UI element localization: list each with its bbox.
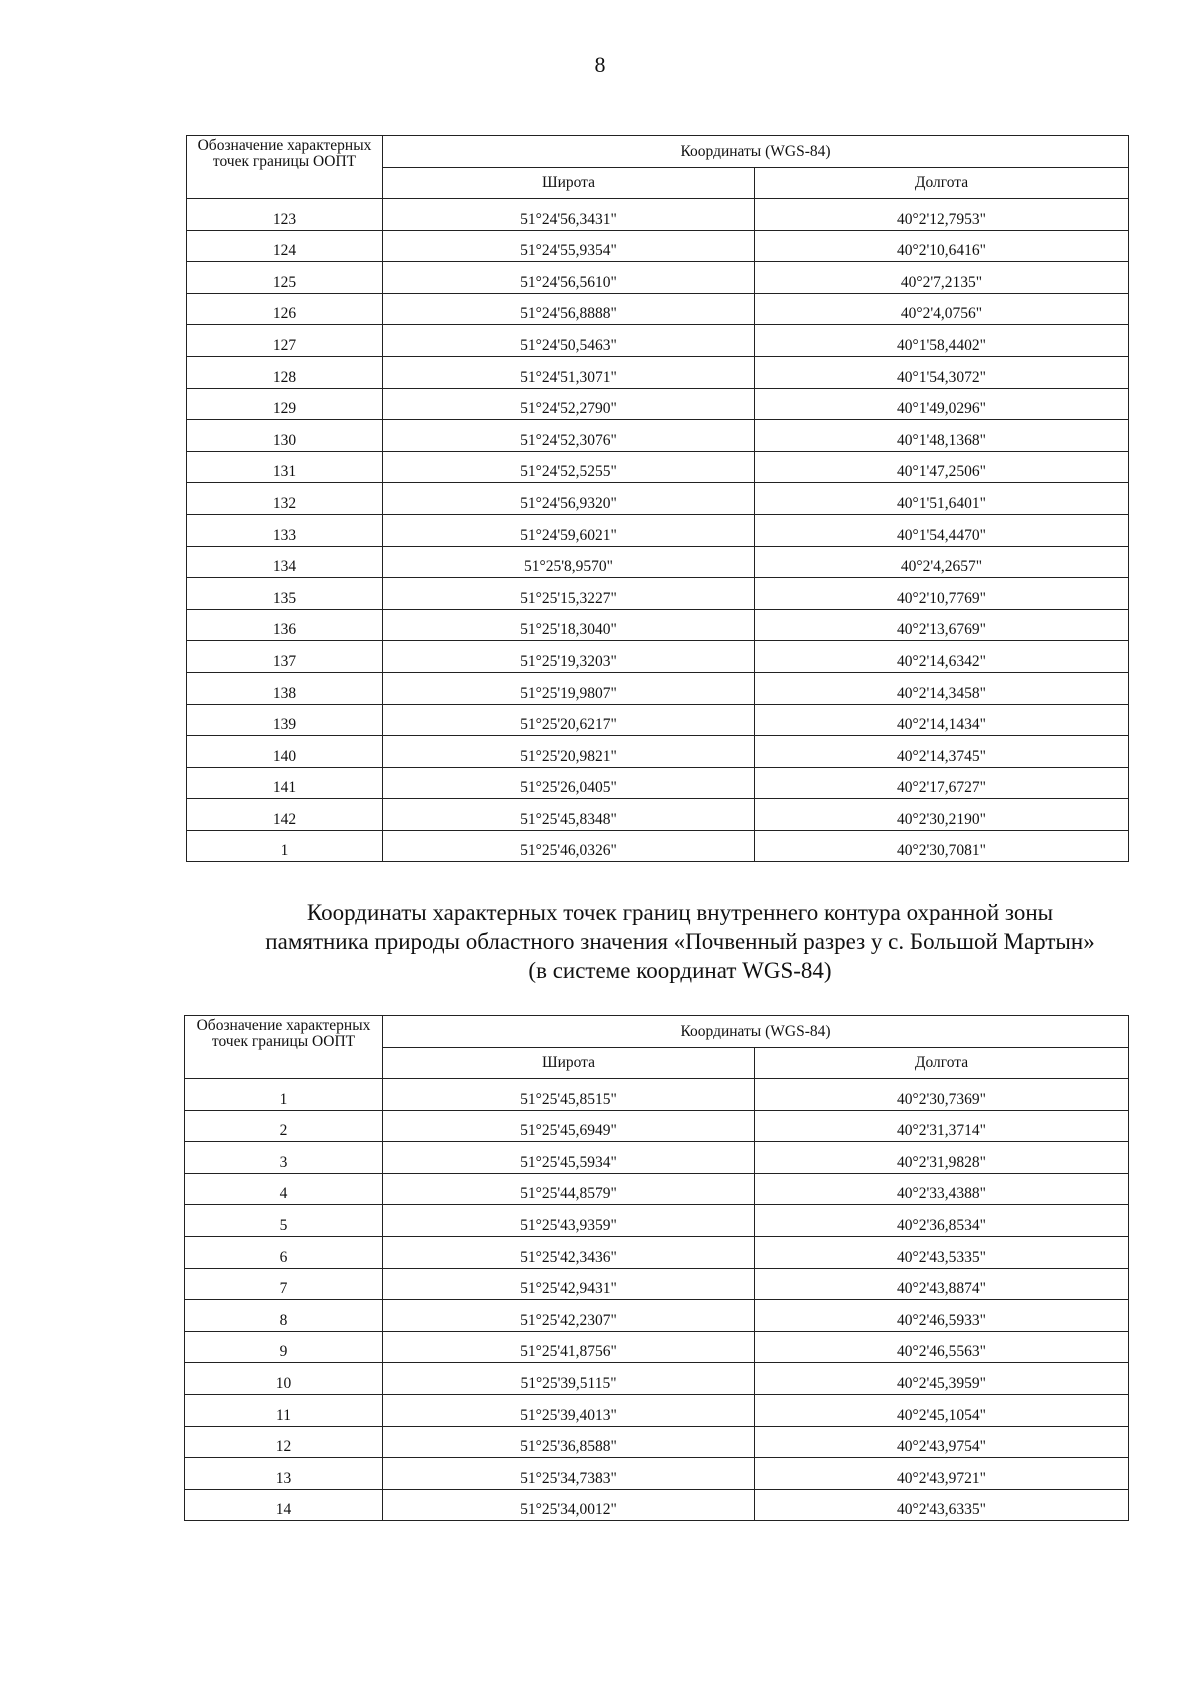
point-cell: 2 <box>185 1110 383 1142</box>
table-body <box>187 199 1129 862</box>
latitude-column-header: Широта <box>383 168 755 199</box>
point-cell: 141 <box>187 767 383 799</box>
longitude-cell: 40°1'51,6401" <box>755 483 1129 515</box>
longitude-cell: 40°2'31,9828" <box>755 1142 1129 1174</box>
longitude-column-header: Долгота <box>755 168 1129 199</box>
point-cell: 5 <box>185 1205 383 1237</box>
latitude-cell: 51°24'56,5610" <box>383 262 755 294</box>
coordinates-group-header: Координаты (WGS-84) <box>383 136 1129 168</box>
section-title-line: (в системе координат WGS-84) <box>528 958 832 983</box>
point-cell: 140 <box>187 736 383 768</box>
point-cell: 1 <box>187 830 383 862</box>
point-cell: 126 <box>187 293 383 325</box>
table-row <box>187 293 1129 325</box>
point-cell: 9 <box>185 1331 383 1363</box>
table-row <box>185 1489 1129 1521</box>
table-row <box>187 609 1129 641</box>
longitude-cell: 40°1'47,2506" <box>755 451 1129 483</box>
longitude-cell: 40°2'43,9754" <box>755 1426 1129 1458</box>
longitude-cell: 40°2'4,0756" <box>755 293 1129 325</box>
longitude-cell: 40°2'13,6769" <box>755 609 1129 641</box>
latitude-cell: 51°24'50,5463" <box>383 325 755 357</box>
latitude-cell: 51°25'15,3227" <box>383 578 755 610</box>
point-cell: 128 <box>187 356 383 388</box>
point-cell: 134 <box>187 546 383 578</box>
longitude-cell: 40°2'14,1434" <box>755 704 1129 736</box>
longitude-cell: 40°2'33,4388" <box>755 1173 1129 1205</box>
point-cell: 125 <box>187 262 383 294</box>
point-cell: 11 <box>185 1394 383 1426</box>
table-row <box>187 578 1129 610</box>
coordinates-group-header: Координаты (WGS-84) <box>383 1016 1129 1048</box>
longitude-cell: 40°2'4,2657" <box>755 546 1129 578</box>
point-cell: 124 <box>187 230 383 262</box>
longitude-cell: 40°2'46,5933" <box>755 1300 1129 1332</box>
longitude-cell: 40°2'12,7953" <box>755 199 1129 231</box>
longitude-cell: 40°1'54,3072" <box>755 356 1129 388</box>
point-cell: 3 <box>185 1142 383 1174</box>
coordinates-table-inner <box>184 1015 1129 1521</box>
longitude-cell: 40°2'43,8874" <box>755 1268 1129 1300</box>
latitude-cell: 51°25'20,9821" <box>383 736 755 768</box>
table-row <box>185 1458 1129 1490</box>
latitude-cell: 51°25'34,7383" <box>383 1458 755 1490</box>
table-row <box>185 1236 1129 1268</box>
longitude-cell: 40°1'54,4470" <box>755 514 1129 546</box>
latitude-cell: 51°25'39,5115" <box>383 1363 755 1395</box>
point-cell: 133 <box>187 514 383 546</box>
point-cell: 130 <box>187 420 383 452</box>
table-row <box>187 230 1129 262</box>
table-row <box>187 388 1129 420</box>
point-cell: 1 <box>185 1079 383 1111</box>
longitude-cell: 40°2'17,6727" <box>755 767 1129 799</box>
section-title-line: Координаты характерных точек границ внутреннего контура охранной зоны <box>306 900 1054 925</box>
latitude-cell: 51°25'34,0012" <box>383 1489 755 1521</box>
longitude-cell: 40°2'43,5335" <box>755 1236 1129 1268</box>
point-cell: 142 <box>187 799 383 831</box>
table-row <box>185 1426 1129 1458</box>
point-cell: 132 <box>187 483 383 515</box>
latitude-cell: 51°24'52,3076" <box>383 420 755 452</box>
point-cell: 14 <box>185 1489 383 1521</box>
latitude-cell: 51°25'19,9807" <box>383 672 755 704</box>
latitude-cell: 51°24'51,3071" <box>383 356 755 388</box>
point-cell: 7 <box>185 1268 383 1300</box>
longitude-cell: 40°2'14,3458" <box>755 672 1129 704</box>
latitude-cell: 51°24'55,9354" <box>383 230 755 262</box>
section-title-line: памятника природы областного значения «Почвенный разрез у с. Большой Мартын» <box>265 929 1095 954</box>
longitude-cell: 40°2'46,5563" <box>755 1331 1129 1363</box>
longitude-cell: 40°2'10,7769" <box>755 578 1129 610</box>
longitude-cell: 40°1'58,4402" <box>755 325 1129 357</box>
latitude-cell: 51°25'18,3040" <box>383 609 755 641</box>
point-cell: 123 <box>187 199 383 231</box>
latitude-cell: 51°25'43,9359" <box>383 1205 755 1237</box>
longitude-cell: 40°2'43,6335" <box>755 1489 1129 1521</box>
longitude-cell: 40°2'14,6342" <box>755 641 1129 673</box>
point-cell: 8 <box>185 1300 383 1332</box>
longitude-cell: 40°2'14,3745" <box>755 736 1129 768</box>
latitude-cell: 51°25'20,6217" <box>383 704 755 736</box>
table-row <box>187 799 1129 831</box>
point-cell: 4 <box>185 1173 383 1205</box>
latitude-cell: 51°25'26,0405" <box>383 767 755 799</box>
point-cell: 129 <box>187 388 383 420</box>
point-cell: 135 <box>187 578 383 610</box>
table-row <box>187 704 1129 736</box>
longitude-cell: 40°2'30,2190" <box>755 799 1129 831</box>
longitude-cell: 40°2'43,9721" <box>755 1458 1129 1490</box>
latitude-cell: 51°25'19,3203" <box>383 641 755 673</box>
table-row <box>187 262 1129 294</box>
table-row <box>185 1268 1129 1300</box>
table-row <box>187 199 1129 231</box>
latitude-cell: 51°25'8,9570" <box>383 546 755 578</box>
latitude-column-header: Широта <box>383 1048 755 1079</box>
table-row <box>187 767 1129 799</box>
latitude-cell: 51°25'45,8348" <box>383 799 755 831</box>
latitude-cell: 51°25'45,8515" <box>383 1079 755 1111</box>
table-row <box>185 1142 1129 1174</box>
table-row <box>185 1363 1129 1395</box>
point-cell: 137 <box>187 641 383 673</box>
table-row <box>185 1394 1129 1426</box>
page-number: 8 <box>594 52 606 77</box>
latitude-cell: 51°25'42,9431" <box>383 1268 755 1300</box>
table-row <box>185 1110 1129 1142</box>
coordinates-table-outer <box>186 135 1129 862</box>
longitude-cell: 40°2'7,2135" <box>755 262 1129 294</box>
point-cell: 138 <box>187 672 383 704</box>
table-row <box>185 1079 1129 1111</box>
longitude-cell: 40°2'30,7369" <box>755 1079 1129 1111</box>
latitude-cell: 51°25'45,5934" <box>383 1142 755 1174</box>
longitude-cell: 40°2'45,1054" <box>755 1394 1129 1426</box>
point-cell: 12 <box>185 1426 383 1458</box>
longitude-cell: 40°2'10,6416" <box>755 230 1129 262</box>
latitude-cell: 51°24'59,6021" <box>383 514 755 546</box>
table-row <box>187 451 1129 483</box>
table-row <box>187 483 1129 515</box>
longitude-cell: 40°1'48,1368" <box>755 420 1129 452</box>
latitude-cell: 51°25'41,8756" <box>383 1331 755 1363</box>
table-row <box>187 514 1129 546</box>
latitude-cell: 51°24'56,9320" <box>383 483 755 515</box>
section-title <box>230 898 1130 985</box>
point-cell: 139 <box>187 704 383 736</box>
latitude-cell: 51°25'46,0326" <box>383 830 755 862</box>
point-cell: 13 <box>185 1458 383 1490</box>
table-row <box>187 672 1129 704</box>
point-cell: 136 <box>187 609 383 641</box>
longitude-cell: 40°2'36,8534" <box>755 1205 1129 1237</box>
table-row <box>185 1205 1129 1237</box>
point-cell: 6 <box>185 1236 383 1268</box>
latitude-cell: 51°24'56,3431" <box>383 199 755 231</box>
table-row <box>187 641 1129 673</box>
table-body <box>185 1079 1129 1521</box>
longitude-cell: 40°2'45,3959" <box>755 1363 1129 1395</box>
point-cell: 127 <box>187 325 383 357</box>
latitude-cell: 51°25'39,4013" <box>383 1394 755 1426</box>
point-cell: 131 <box>187 451 383 483</box>
latitude-cell: 51°25'44,8579" <box>383 1173 755 1205</box>
table-row <box>185 1331 1129 1363</box>
point-column-header: Обозначение характерных точек границы ООПТ <box>187 136 383 199</box>
longitude-cell: 40°1'49,0296" <box>755 388 1129 420</box>
latitude-cell: 51°25'42,3436" <box>383 1236 755 1268</box>
point-column-header: Обозначение характерных точек границы ООПТ <box>185 1016 383 1079</box>
latitude-cell: 51°25'42,2307" <box>383 1300 755 1332</box>
latitude-cell: 51°24'52,2790" <box>383 388 755 420</box>
latitude-cell: 51°24'52,5255" <box>383 451 755 483</box>
longitude-cell: 40°2'31,3714" <box>755 1110 1129 1142</box>
table-row <box>187 830 1129 862</box>
longitude-cell: 40°2'30,7081" <box>755 830 1129 862</box>
table-row <box>187 420 1129 452</box>
table-row <box>185 1173 1129 1205</box>
latitude-cell: 51°25'45,6949" <box>383 1110 755 1142</box>
table-row <box>185 1300 1129 1332</box>
table-row <box>187 356 1129 388</box>
latitude-cell: 51°24'56,8888" <box>383 293 755 325</box>
longitude-column-header: Долгота <box>755 1048 1129 1079</box>
latitude-cell: 51°25'36,8588" <box>383 1426 755 1458</box>
point-cell: 10 <box>185 1363 383 1395</box>
table-row <box>187 736 1129 768</box>
table-row <box>187 546 1129 578</box>
table-row <box>187 325 1129 357</box>
